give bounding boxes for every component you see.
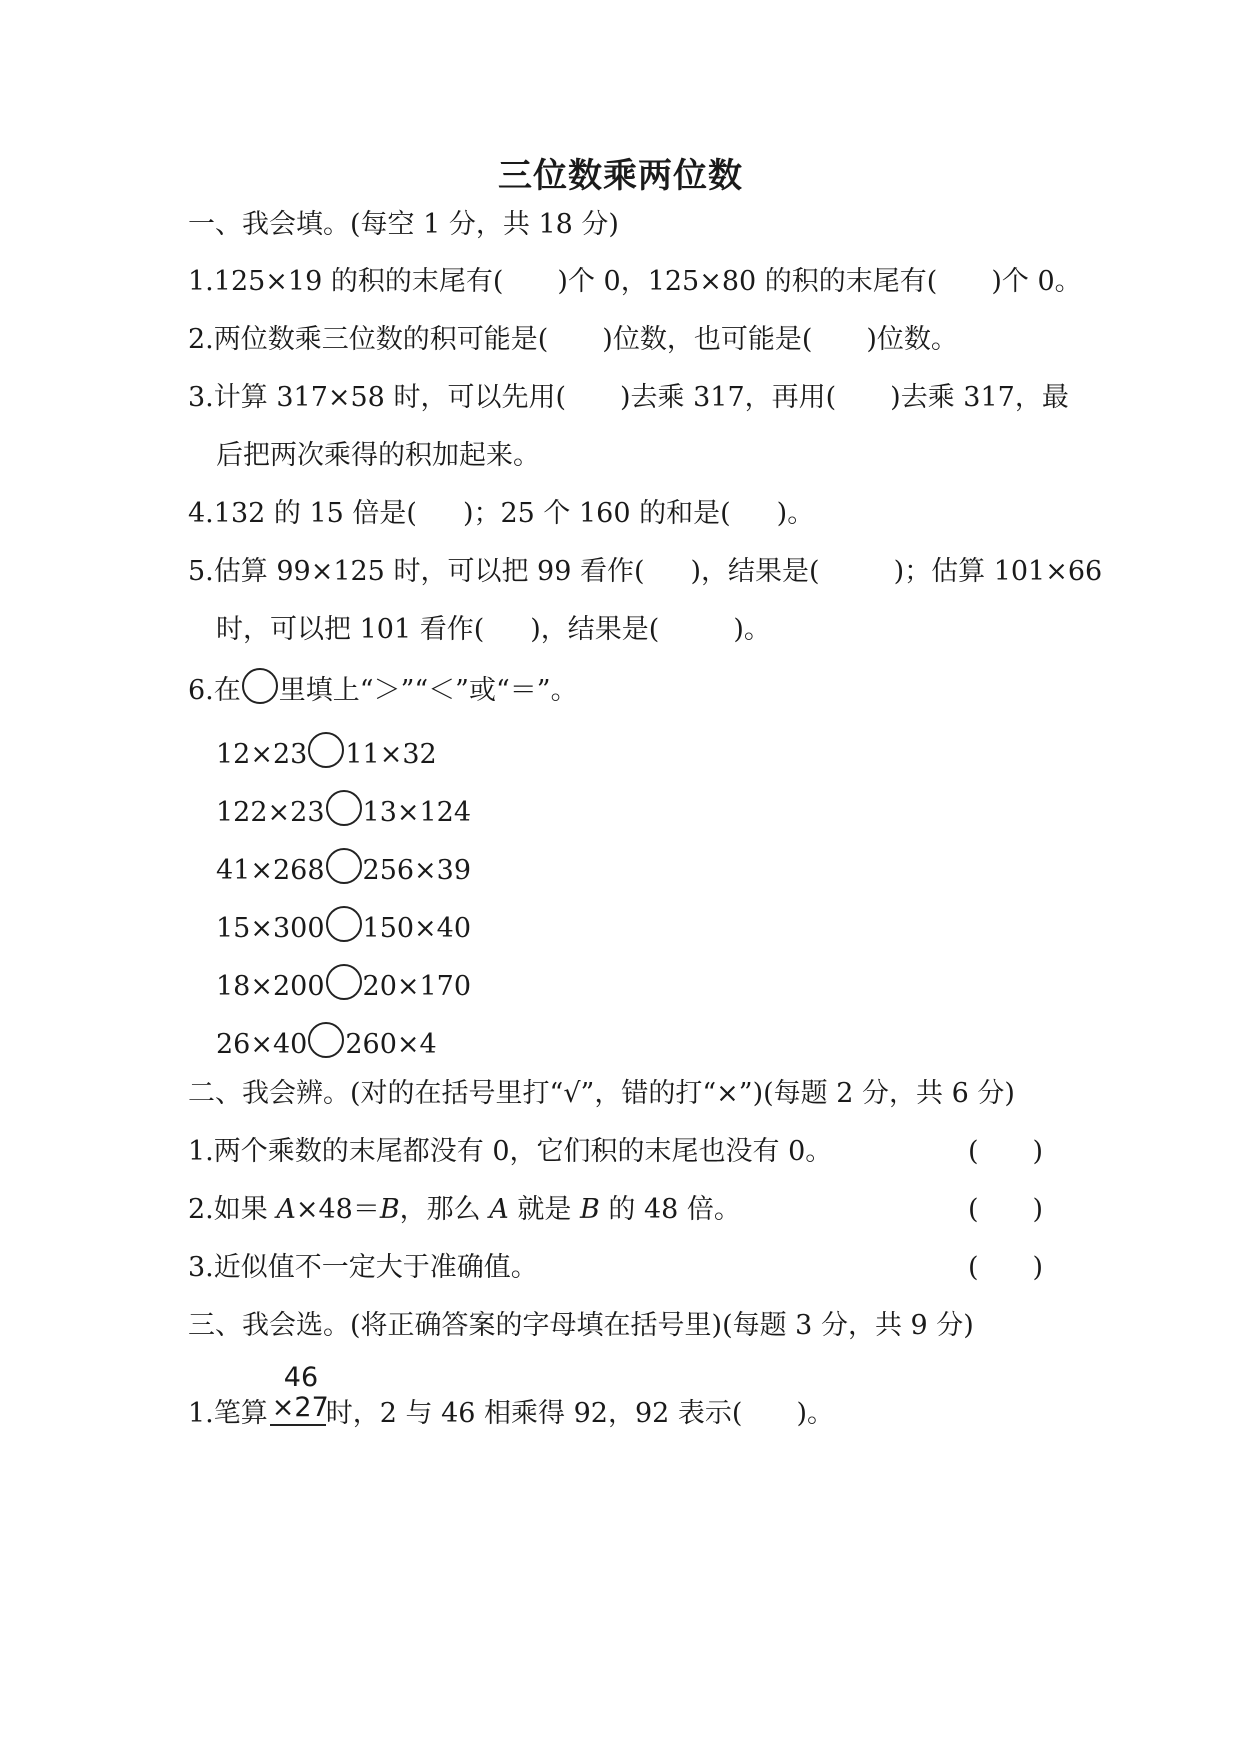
compare-circle[interactable] <box>326 906 362 942</box>
s2-question-3: 3.近似值不一定大于准确值。 <box>188 1252 538 1283</box>
s1-question-3-cont: 后把两次乘得的积加起来。 <box>216 440 540 471</box>
compare-circle[interactable] <box>308 732 344 768</box>
s1-question-1: 1.125×19 的积的末尾有( )个 0，125×80 的积的末尾有( )个 0。 <box>188 266 1082 297</box>
compare-circle[interactable] <box>326 790 362 826</box>
compare-circle[interactable] <box>308 1022 344 1058</box>
compare-row: 122×23 13×124 <box>216 790 471 833</box>
s2-question-2: 2.如果 A×48＝B，那么 A 就是 B 的 48 倍。 <box>188 1194 741 1225</box>
s1-question-4: 4.132 的 15 倍是( )；25 个 160 的和是( )。 <box>188 498 815 529</box>
true-false-blank[interactable]: ( ) <box>968 1194 1044 1225</box>
s1-question-6: 6.在 里填上“＞”“＜”或“＝”。 <box>188 668 578 711</box>
section3-heading: 三、我会选。(将正确答案的字母填在括号里)(每题 3 分，共 9 分) <box>188 1310 974 1341</box>
compare-row: 12×23 11×32 <box>216 732 437 775</box>
compare-row: 26×40 260×4 <box>216 1022 437 1065</box>
section1-heading: 一、我会填。(每空 1 分，共 18 分) <box>188 209 619 240</box>
section2-heading: 二、我会辨。(对的在括号里打“√”，错的打“×”)(每题 2 分，共 6 分) <box>188 1078 1015 1109</box>
page-title: 三位数乘两位数 <box>498 156 743 196</box>
underline-rule <box>270 1424 326 1426</box>
s3-question-1: 1.笔算 46 ×27 时，2 与 46 相乘得 92，92 表示( )。 <box>188 1394 834 1434</box>
s1-question-3: 3.计算 317×58 时，可以先用( )去乘 317，再用( )去乘 317，最 <box>188 382 1069 413</box>
s1-question-5: 5.估算 99×125 时，可以把 99 看作( )，结果是( )；估算 101×66 <box>188 556 1103 587</box>
true-false-blank[interactable]: ( ) <box>968 1252 1044 1283</box>
compare-row: 15×300 150×40 <box>216 906 471 949</box>
circle-icon <box>242 668 278 704</box>
s1-question-5-cont: 时，可以把 101 看作( )，结果是( )。 <box>216 614 771 645</box>
s2-question-1: 1.两个乘数的末尾都没有 0，它们积的末尾也没有 0。 <box>188 1136 833 1167</box>
compare-circle[interactable] <box>326 848 362 884</box>
compare-row: 18×200 20×170 <box>216 964 471 1007</box>
compare-circle[interactable] <box>326 964 362 1000</box>
true-false-blank[interactable]: ( ) <box>968 1136 1044 1167</box>
compare-row: 41×268 256×39 <box>216 848 471 891</box>
s1-question-2: 2.两位数乘三位数的积可能是( )位数，也可能是( )位数。 <box>188 324 958 355</box>
vertical-multiplication: 46 ×27 <box>268 1394 326 1434</box>
